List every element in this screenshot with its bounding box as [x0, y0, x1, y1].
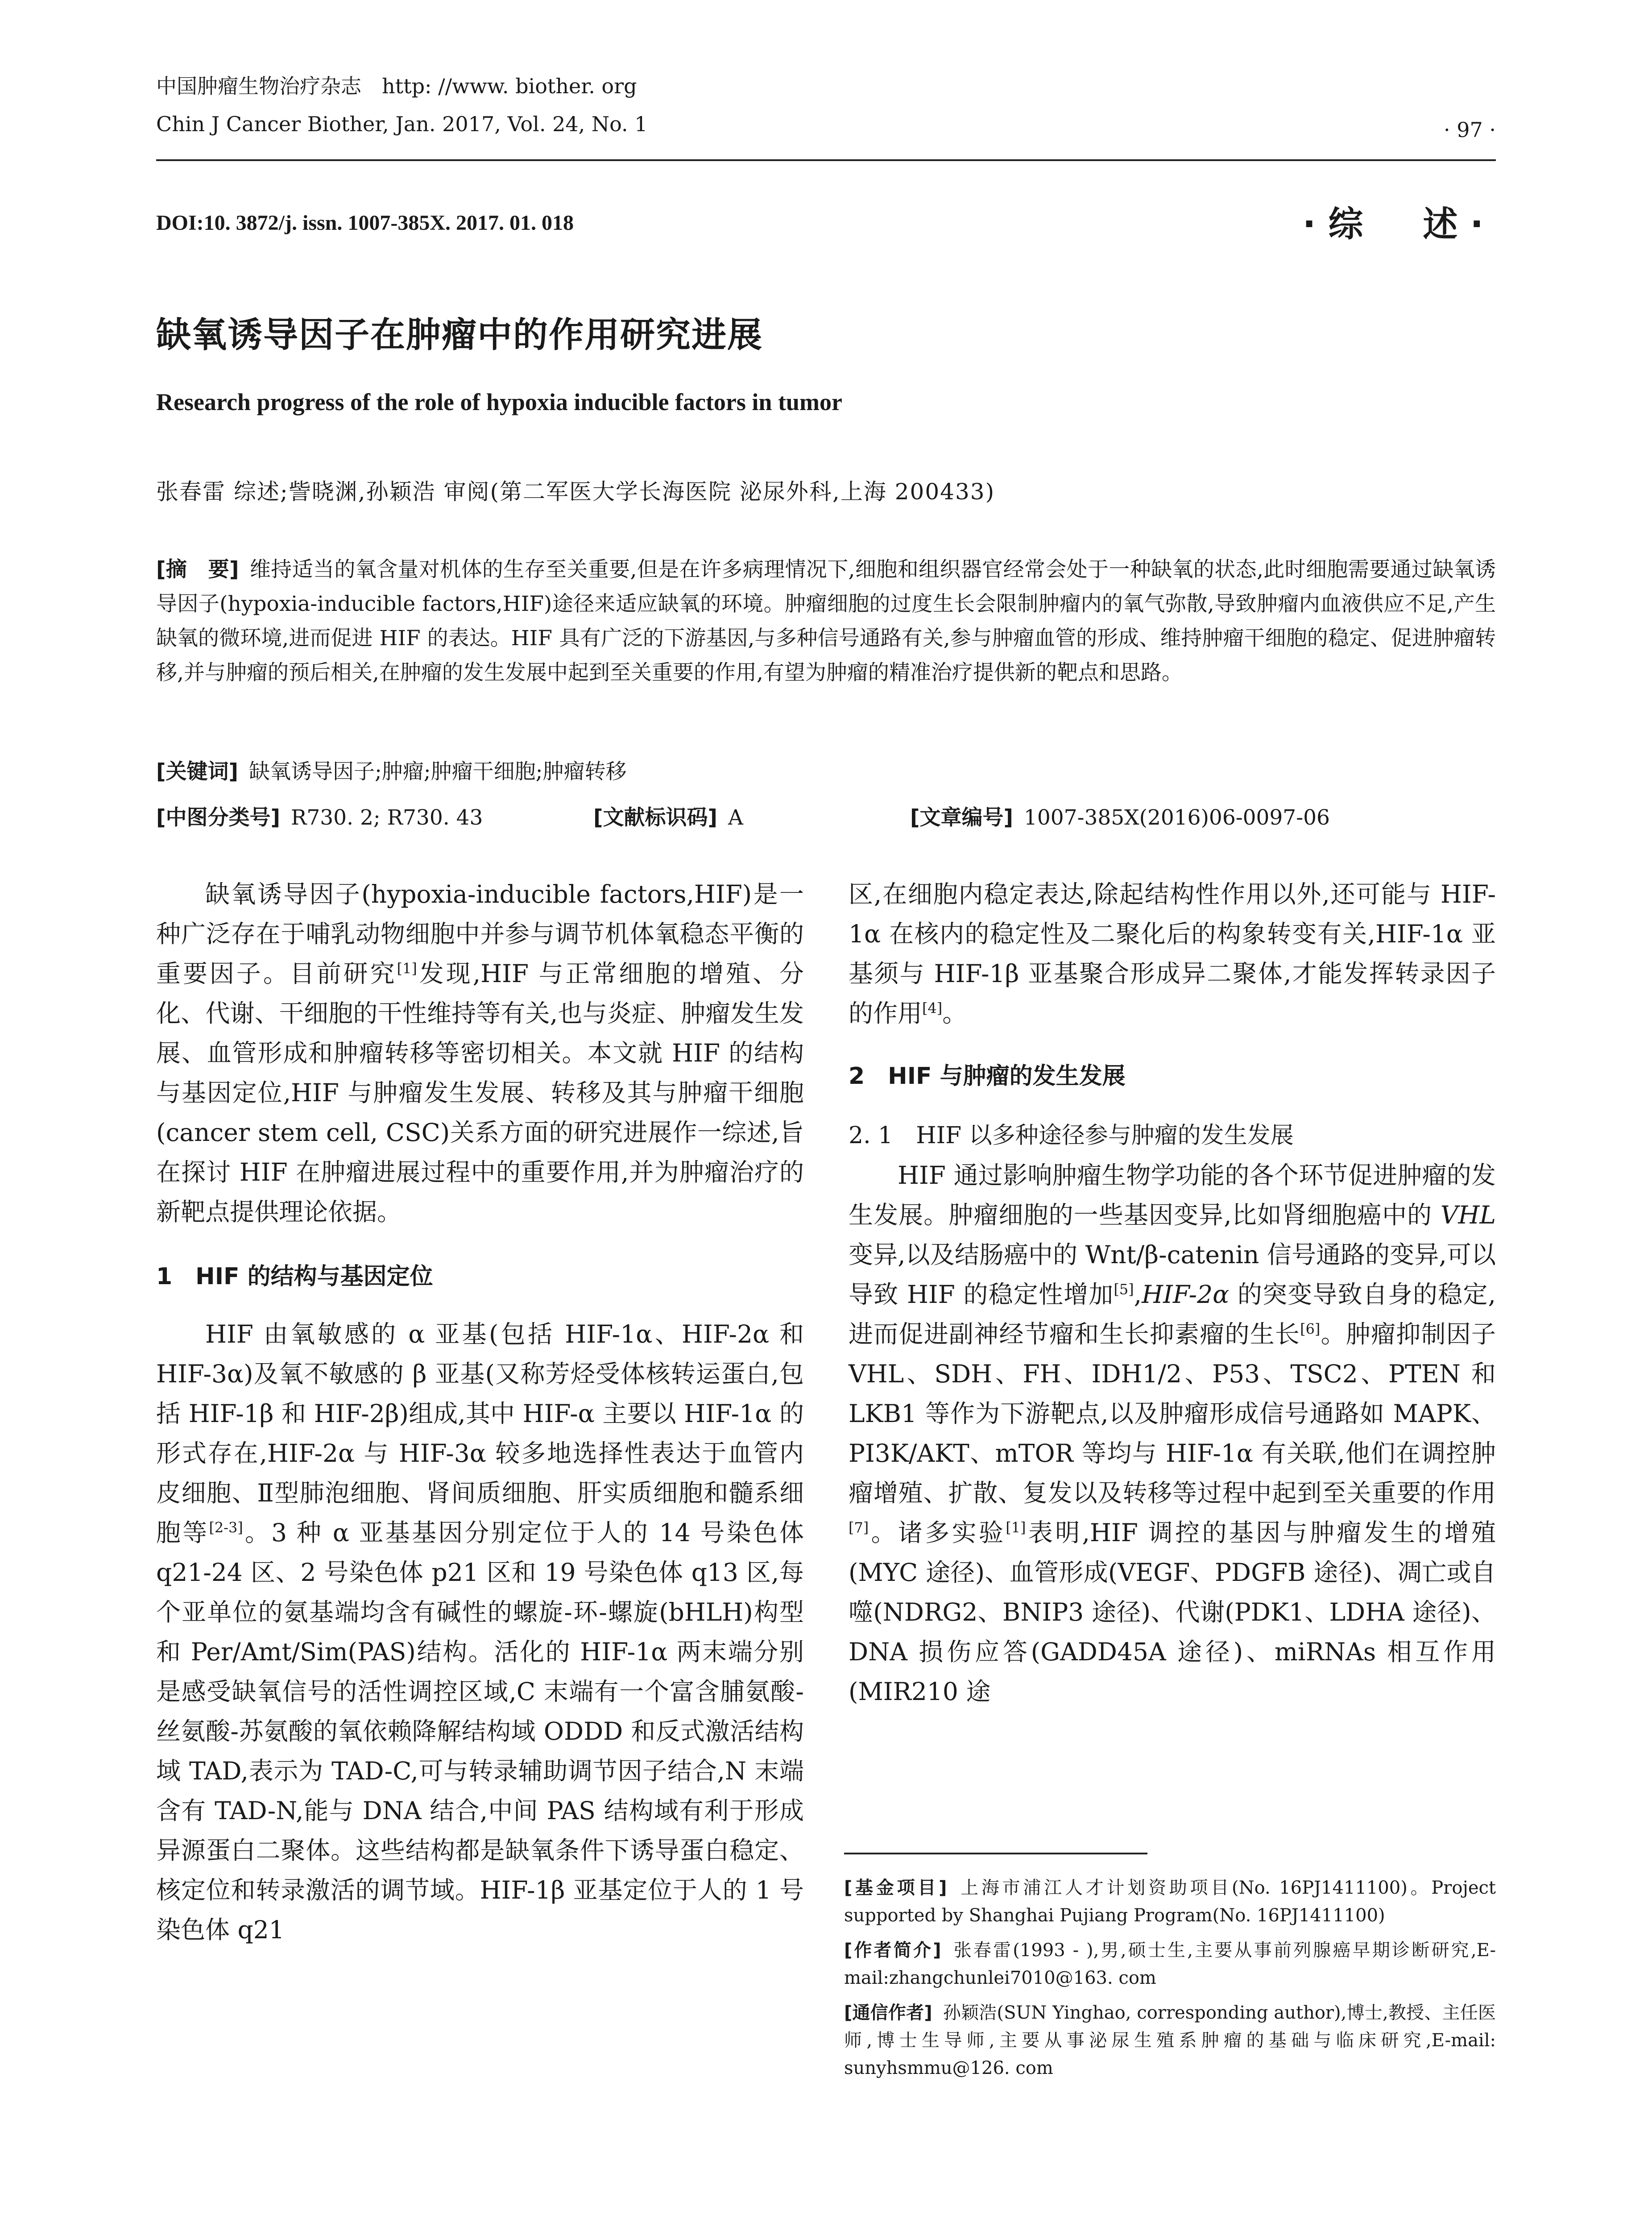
author-info-label: [作者简介]	[844, 1940, 941, 1961]
doc-code-label: [文献标识码]	[593, 805, 717, 830]
para-text: 表明,HIF 调控的基因与肿瘤发生的增殖(MYC 途径)、血管形成(VEGF、PDGFB 途径)、凋亡或自噬(NDRG2、BNIP3 途径)、代谢(PDK1、LDHA 途径)、DNA 损伤应答(GADD45A 途径)、miRNAs 相互作用(MIR210 途	[849, 1518, 1496, 1706]
author-info-text: 张春雷(1993 - ),男,硕士生,主要从事前列腺癌早期诊断研究,E-mail:zhangchunlei7010@163. com	[844, 1940, 1496, 1988]
abstract	[156, 552, 1496, 690]
journal-name-cn: 中国肿瘤生物治疗杂志 http: //www. biother. org	[156, 74, 637, 98]
corresponding-text: 孙颖浩(SUN Yinghao, corresponding author),博士,教授、主任医师,博士生导师,主要从事泌尿生殖系肿瘤的基础与临床研究,E-mail: sunyhsmmu@126. com	[844, 2003, 1496, 2078]
citation-ref: [5]	[1114, 1281, 1134, 1298]
gene-name-italic: VHL	[1440, 1201, 1496, 1229]
footnote-rule	[844, 1853, 1147, 1854]
header-rule	[156, 159, 1496, 161]
article-number-label: [文章编号]	[910, 805, 1013, 830]
continued-text-a: 区,在细胞内稳定表达,除起结构性作用以外,还可能与 HIF-1α 在核内的稳定性及二聚化后的构象转变有关,HIF-1α 亚基须与 HIF-1β 亚基聚合形成异二聚体,才能发挥转录因子的作用	[849, 880, 1496, 1028]
clc-number	[156, 801, 483, 831]
structure-text-a: HIF 由氧敏感的 α 亚基(包括 HIF-1α、HIF-2α 和 HIF-3α)及氧不敏感的 β 亚基(又称芳烃受体核转运蛋白,包括 HIF-1β 和 HIF-2β)组成,其中 HIF-α 主要以 HIF-1α 的形式存在,HIF-2α 与 HIF-3α 较多地选择性表达于血管内皮细胞、Ⅱ型肺泡细胞、肾间质细胞、肝实质细胞和髓系细胞等	[156, 1320, 804, 1547]
citation-ref: [7]	[849, 1519, 869, 1536]
abstract-label: [摘 要]	[156, 557, 239, 582]
intro-text-b: 发现,HIF 与正常细胞的增殖、分化、代谢、干细胞的干性维持等有关,也与炎症、肿瘤发生发展、血管形成和肿瘤转移等密切相关。本文就 HIF 的结构与基因定位,HIF 与肿瘤发生发展、转移及其与肿瘤干细胞(cancer stem cell, CSC)关系方面的研究进展作一综述,旨在探讨 HIF 在肿瘤进展过程中的重要作用,并为肿瘤治疗的新靶点提供理论依据。	[156, 959, 804, 1226]
right-column	[849, 875, 1496, 1712]
corresponding-label: [通信作者]	[844, 2003, 932, 2023]
intro-text-a: 缺氧诱导因子(hypoxia-inducible factors,HIF)是一种广泛存在于哺乳动物细胞中并参与调节机体氧稳态平衡的重要因子。目前研究	[156, 880, 804, 988]
citation-ref: [1]	[397, 960, 417, 977]
citation-ref: [4]	[922, 999, 943, 1017]
section-tag: ·综 述·	[1302, 204, 1496, 245]
article-number-value: 1007-385X(2016)06-0097-06	[1023, 805, 1330, 830]
para-text: 变异,以及结肠癌中的 Wnt/β-catenin 信号通路的变异,可以导致 HIF 的稳定性增加	[849, 1240, 1496, 1309]
page-number: · 97 ·	[1443, 118, 1496, 142]
journal-citation-line: Chin J Cancer Biother, Jan. 2017, Vol. 24, No. 1	[156, 112, 648, 136]
article-title-cn: 缺氧诱导因子在肿瘤中的作用研究进展	[156, 315, 763, 355]
article-title-en: Research progress of the role of hypoxia inducible factors in tumor	[156, 389, 842, 415]
citation-ref: [2-3]	[209, 1519, 243, 1536]
doc-code-value: A	[728, 805, 743, 830]
continued-paragraph	[849, 875, 1496, 1033]
keywords-text: 缺氧诱导因子;肿瘤;肿瘤干细胞;肿瘤转移	[248, 759, 627, 784]
left-column	[156, 875, 804, 1950]
keywords	[156, 755, 626, 785]
clc-value: R730. 2; R730. 43	[290, 805, 483, 830]
doi: DOI:10. 3872/j. issn. 1007-385X. 2017. 01. 018	[156, 211, 574, 235]
funding-text: 上海市浦江人才计划资助项目(No. 16PJ1411100)。Project supported by Shanghai Pujiang Program(No. 16PJ1411100)	[844, 1878, 1496, 1926]
structure-text-b: 。3 种 α 亚基基因分别定位于人的 14 号染色体 q21-24 区、2 号染色体 p21 区和 19 号染色体 q13 区,每个亚单位的氨基端均含有碱性的螺旋-环-螺旋(bHLH)构型和 Per/Amt/Sim(PAS)结构。活化的 HIF-1α 两末端分别是感受缺氧信号的活性调控区域,C 末端有一个富含脯氨酸-丝氨酸-苏氨酸的氧依赖降解结构域 ODDD 和反式激活结构域 TAD,表示为 TAD-C,可与转录辅助调节因子结合,N 末端含有 TAD-N,能与 DNA 结合,中间 PAS 结构域有利于形成异源蛋白二聚体。这些结构都是缺氧条件下诱导蛋白稳定、核定位和转录激活的调节域。HIF-1β 亚基定位于人的 1 号染色体 q21	[156, 1518, 804, 1944]
funding-label: [基金项目]	[844, 1878, 947, 1898]
doc-code	[593, 801, 743, 831]
footnote-author	[844, 1937, 1496, 1992]
article-number	[910, 801, 1330, 831]
section-heading-2: 2 HIF 与肿瘤的发生发展	[849, 1063, 1126, 1090]
section-heading-1: 1 HIF 的结构与基因定位	[156, 1263, 433, 1290]
citation-ref: [1]	[1006, 1519, 1026, 1536]
footnote-corresponding	[844, 1999, 1496, 2082]
para-text: 。肿瘤抑制因子 VHL、SDH、FH、IDH1/2、P53、TSC2、PTEN 和 LKB1 等作为下游靶点,以及肿瘤形成信号通路如 MAPK、PI3K/AKT、mTOR 等均与 HIF-1α 有关联,他们在调控肿瘤增殖、扩散、复发以及转移等过程中起到至关重要的作用	[849, 1320, 1496, 1507]
subsection-heading-2-1: 2. 1 HIF 以多种途径参与肿瘤的发生发展	[849, 1122, 1294, 1149]
para-text: 的突变导致自身的稳定,进而促进副神经节瘤和生长抑素瘤的生长	[849, 1280, 1496, 1348]
tumor-development-paragraph	[849, 1156, 1496, 1712]
abstract-text: 维持适当的氧含量对机体的生存至关重要,但是在许多病理情况下,细胞和组织器官经常会处于一种缺氧的状态,此时细胞需要通过缺氧诱导因子(hypoxia-inducible factors,HIF)途径来适应缺氧的环境。肿瘤细胞的过度生长会限制肿瘤内的氧气弥散,导致肿瘤内血液供应不足,产生缺氧的微环境,进而促进 HIF 的表达。HIF 具有广泛的下游基因,与多种信号通路有关,参与肿瘤血管的形成、维持肿瘤干细胞的稳定、促进肿瘤转移,并与肿瘤的预后相关,在肿瘤的发生发展中起到至关重要的作用,有望为肿瘤的精准治疗提供新的靶点和思路。	[156, 557, 1496, 685]
citation-ref: [6]	[1300, 1320, 1321, 1338]
continued-text-b: 。	[942, 999, 967, 1028]
structure-paragraph	[156, 1315, 804, 1950]
para-text: HIF 通过影响肿瘤生物学功能的各个环节促进肿瘤的发生发展。肿瘤细胞的一些基因变异,比如肾细胞癌中的	[849, 1161, 1496, 1229]
footnote-funding	[844, 1874, 1496, 1929]
authors: 张春雷 综述;訾晓渊,孙颖浩 审阅(第二军医大学长海医院 泌尿外科,上海 200433)	[156, 479, 995, 505]
clc-label: [中图分类号]	[156, 805, 280, 830]
keywords-label: [关键词]	[156, 759, 238, 784]
intro-paragraph	[156, 875, 804, 1232]
gene-name-italic: HIF-2α	[1142, 1280, 1230, 1309]
para-text: 。诸多实验	[869, 1518, 1006, 1547]
para-text: ,	[1134, 1280, 1142, 1309]
